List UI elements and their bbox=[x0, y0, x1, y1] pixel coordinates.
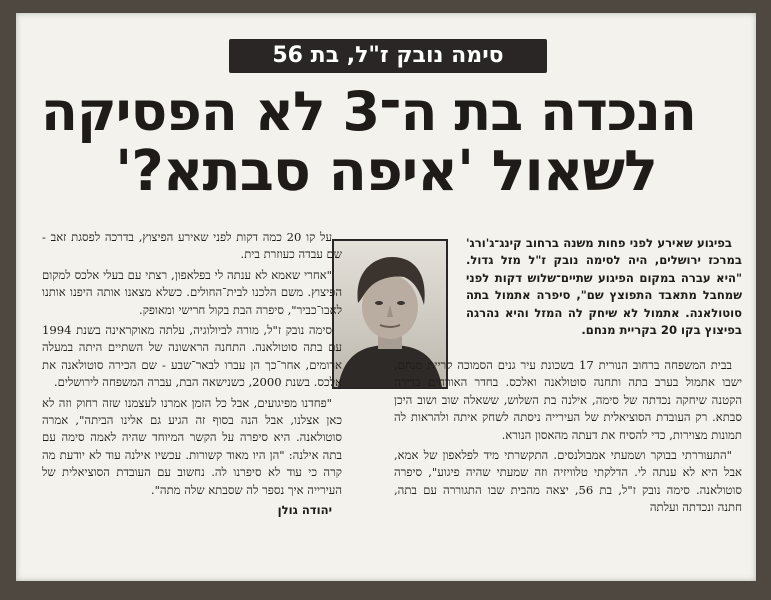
article-column-right-lower bbox=[394, 357, 742, 572]
article-paragraph: על קו 20 כמה דקות לפני שאירע הפיצוץ, בדרכה לפסגת זאב - שם עבדה כעוזרת בית. bbox=[42, 230, 342, 262]
headline-line-1: הנכדה בת ה־3 לא הפסיקה bbox=[40, 80, 696, 143]
article-paragraph: "פחדנו מפיגועים, אבל כל הזמן אמרנו לעצמנו שזה רחוק וזה לא כאן אצלנו, אבל הנה בסוף זה הגיע גם אלינו הביתה", אמרה סוטולאנה. היא סיפרה על הקשר המיוחד שהיה לאמה סימה עם בתה אילנה: "הן היו מאוד קשורות. עכשיו אילנה עוד לא יודעת מה קרה כי עוד לא סיפרנו לה. נחשוב עם העובדת הסוציאלית של העירייה איך נספר לה שסבתא שלה מתה". bbox=[42, 395, 342, 497]
kicker-banner: סימה נובק ז"ל, בת 56 bbox=[229, 39, 547, 73]
lead-paragraph: בפיגוע שאירע לפני פחות משנה ברחוב קינג־ג'ורג' במרכז ירושלים, היה לסימה נובק ז"ל מזל גדול. "היא עברה במקום הפיגוע שתיים־שלוש דקות לפני שמחבל מתאבד התפוצץ שם", סיפרה אתמול בתה סוטולאנה. אתמול לא שיחק לה המזל והיא נהרגה בפיצוץ בקו 20 בקריית מנחם. bbox=[466, 236, 742, 338]
headline-line-2: לשאול 'איפה סבתא?' bbox=[115, 139, 657, 204]
article-paragraph: סימה נובק ז"ל, מורה לביולוגיה, עלתה מאוקראינה בשנת 1994 עם בתה סוטולאנה. התחנה הראשונה של השתיים היתה במעלה ארומים, אחר־כך הן עברו לבאר־שבע - שם הכירה סוטולאנה את אלכס. בשנת 2000, כשנישאה הבת, עברה המשפחה לירושלים. bbox=[42, 323, 342, 390]
article-column-left bbox=[42, 229, 342, 574]
newspaper-clipping bbox=[16, 13, 756, 581]
article-paragraph: "אחרי שאמא לא ענתה לי בפלאפון, רצתי עם בעלי אלכס למקום הפיצוץ. משם הלכנו לבית־החולים. כשלא מצאנו אותה היפנו אותנו לאבו־כביר", סיפרה הבת בקול חרישי ומאופק. bbox=[42, 267, 342, 317]
article-paragraph: "התעוררתי בבוקר ושמעתי אמבולנסים. התקשרתי מיד לפלאפון של אמא, אבל היא לא ענתה לי. הדלקתי טלוויזיה וזה שמעתי שהיה פיגוע", סיפרה סוטולאנה. סימה נובק ז"ל, בת 56, יצאה מהבית שבו התגוררה עם בתה, חתנה ונכדתה ועלתה bbox=[394, 448, 742, 515]
article-column-right-top bbox=[466, 235, 742, 357]
article-paragraph: בבית המשפחה ברחוב הנורית 17 בשכונת עיר גנים הסמוכה קריית מנחם, ישבו אתמול בערב בתה ותחנה סוטולאנה ואלכס. בחדר האורחים בדירה הקטנה שיחקה נכדתה של סימה, אילנה בת השלוש, ששאלה שוב ושוב היכן סבתא. רק העובדת הסוציאלית של העירייה ניסתה לשחק איתה ולהראות לה תמונות מצוירות, כדי להסיח את דעתה מהאסון הנורא. bbox=[394, 358, 742, 442]
byline: יהודה גולן bbox=[277, 503, 332, 518]
